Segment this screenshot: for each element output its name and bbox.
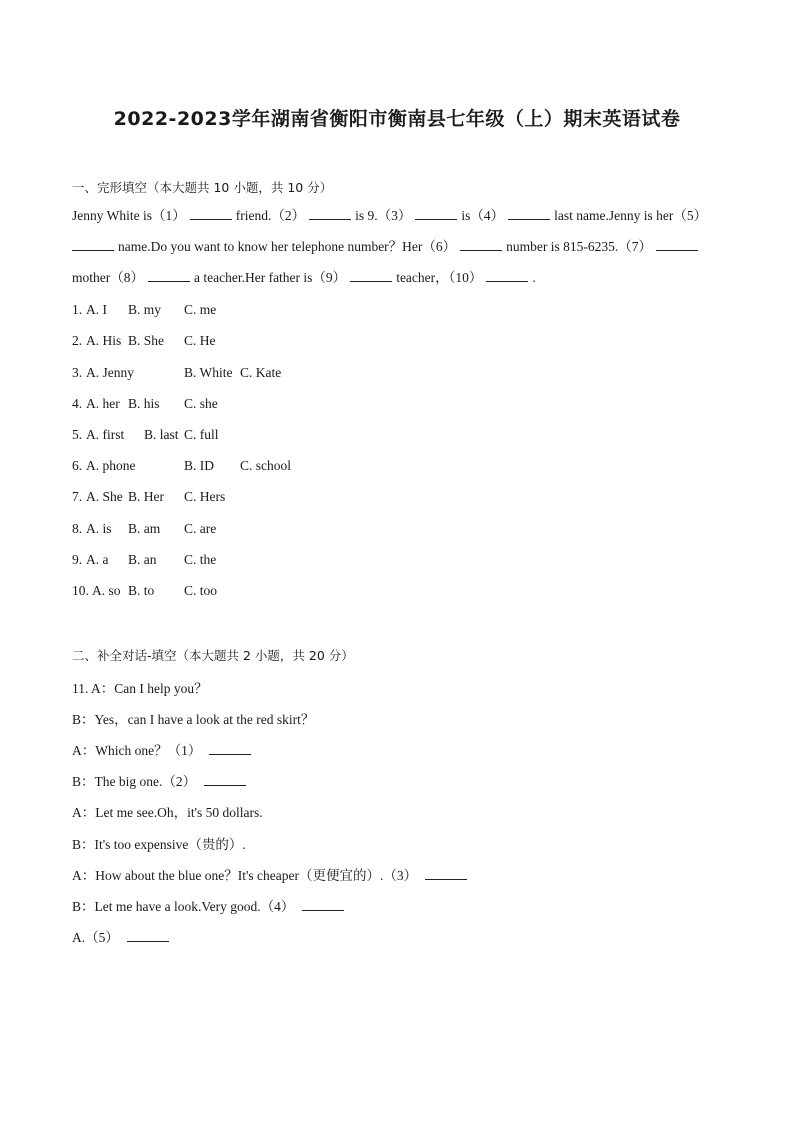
question-number: 4. bbox=[72, 396, 83, 411]
option-b[interactable]: B. his bbox=[128, 396, 160, 411]
option-c[interactable]: C. school bbox=[240, 458, 292, 473]
dialogue-line bbox=[72, 801, 263, 821]
question-number: 6. bbox=[72, 458, 83, 473]
option-c[interactable]: C. me bbox=[184, 302, 217, 317]
option-b[interactable]: B. last bbox=[144, 427, 179, 442]
answer-blank[interactable] bbox=[72, 238, 114, 251]
question-row bbox=[72, 552, 372, 572]
option-c[interactable]: C. Kate bbox=[240, 365, 282, 380]
passage-line bbox=[72, 237, 724, 268]
option-b[interactable]: B. Her bbox=[128, 489, 164, 504]
option-c[interactable]: C. she bbox=[184, 396, 218, 411]
answer-blank[interactable] bbox=[656, 238, 698, 251]
answer-blank[interactable] bbox=[309, 207, 351, 220]
answer-blank[interactable] bbox=[415, 207, 457, 220]
option-a[interactable]: A. a bbox=[86, 552, 109, 567]
option-a[interactable]: A. her bbox=[86, 396, 120, 411]
dialogue-text: B：Yes，can I have a look at the red skirt？ bbox=[72, 712, 315, 727]
question-number: 9. bbox=[72, 552, 83, 567]
question-row bbox=[72, 396, 372, 416]
section-1-heading: 一、完形填空（本大题共 10 小题，共 10 分） bbox=[72, 180, 333, 195]
option-b[interactable]: B. White bbox=[184, 365, 233, 380]
option-c[interactable]: C. too bbox=[184, 583, 218, 598]
dialogue-text: B：The big one.（2） bbox=[72, 774, 197, 789]
option-a[interactable]: A. first bbox=[86, 427, 125, 442]
option-b[interactable]: B. an bbox=[128, 552, 157, 567]
answer-blank[interactable] bbox=[209, 742, 251, 755]
option-b[interactable]: B. ID bbox=[184, 458, 214, 473]
passage-text: last name.Jenny is her（5） bbox=[554, 208, 708, 223]
question-number: 10. bbox=[72, 583, 89, 598]
passage-text: teacher，（10） bbox=[396, 270, 483, 285]
option-b[interactable]: B. She bbox=[128, 333, 165, 348]
passage-text: a teacher.Her father is（9） bbox=[194, 270, 347, 285]
question-number: 7. bbox=[72, 489, 83, 504]
dialogue-line bbox=[72, 677, 208, 697]
question-row bbox=[72, 489, 372, 509]
dialogue-text: A：Let me see.Oh，it's 50 dollars. bbox=[72, 805, 263, 820]
option-c[interactable]: C. full bbox=[184, 427, 219, 442]
option-a[interactable]: A. phone bbox=[86, 458, 136, 473]
option-a[interactable]: A. Jenny bbox=[86, 365, 134, 380]
question-number: 8. bbox=[72, 521, 83, 536]
option-a[interactable]: A. She bbox=[86, 489, 123, 504]
question-row bbox=[72, 333, 372, 353]
section-2-heading: 二、补全对话-填空（本大题共 2 小题，共 20 分） bbox=[72, 648, 354, 663]
answer-blank[interactable] bbox=[148, 269, 190, 282]
passage-text: is（4） bbox=[461, 208, 505, 223]
dialogue-text: A：How about the blue one？It's cheaper（更便宜的）.（3） bbox=[72, 868, 418, 883]
dialogue-line bbox=[72, 926, 173, 946]
page-title: 2022-2023学年湖南省衡阳市衡南县七年级（上）期末英语试卷 bbox=[113, 108, 681, 130]
option-a[interactable]: A. so bbox=[92, 583, 121, 598]
option-c[interactable]: C. the bbox=[184, 552, 217, 567]
question-row bbox=[72, 302, 372, 322]
answer-blank[interactable] bbox=[127, 929, 169, 942]
answer-blank[interactable] bbox=[302, 898, 344, 911]
question-number: 5. bbox=[72, 427, 83, 442]
answer-blank[interactable] bbox=[508, 207, 550, 220]
option-a[interactable]: A. His bbox=[86, 333, 122, 348]
passage-text: . bbox=[532, 270, 536, 285]
passage-text: is 9.（3） bbox=[355, 208, 412, 223]
dialogue-line bbox=[72, 895, 348, 915]
option-c[interactable]: C. He bbox=[184, 333, 216, 348]
passage-text: mother（8） bbox=[72, 270, 144, 285]
question-number: 3. bbox=[72, 365, 83, 380]
dialogue-text: A：Which one？（1） bbox=[72, 743, 202, 758]
passage-line bbox=[72, 268, 724, 299]
option-c[interactable]: C. are bbox=[184, 521, 217, 536]
passage-text: number is 815-6235.（7） bbox=[506, 239, 653, 254]
question-number: 1. bbox=[72, 302, 83, 317]
passage-text: friend.（2） bbox=[235, 208, 306, 223]
answer-blank[interactable] bbox=[204, 773, 246, 786]
option-c[interactable]: C. Hers bbox=[184, 489, 226, 504]
dialogue-line bbox=[72, 833, 246, 853]
passage-text: name.Do you want to know her telephone number？Her（6） bbox=[118, 239, 457, 254]
answer-blank[interactable] bbox=[486, 269, 528, 282]
option-a[interactable]: A. I bbox=[86, 302, 107, 317]
answer-blank[interactable] bbox=[190, 207, 232, 220]
option-b[interactable]: B. am bbox=[128, 521, 161, 536]
dialogue-line bbox=[72, 708, 314, 728]
answer-blank[interactable] bbox=[350, 269, 392, 282]
answer-blank[interactable] bbox=[425, 867, 467, 880]
passage-text: Jenny White is（1） bbox=[72, 208, 186, 223]
question-row bbox=[72, 521, 372, 541]
dialogue-text: A.（5） bbox=[72, 930, 119, 945]
dialogue-text: B：Let me have a look.Very good.（4） bbox=[72, 899, 295, 914]
option-a[interactable]: A. is bbox=[86, 521, 112, 536]
cloze-passage bbox=[72, 206, 724, 299]
passage-line bbox=[72, 206, 724, 237]
question-number: 2. bbox=[72, 333, 83, 348]
dialogue-text: B：It's too expensive（贵的）. bbox=[72, 837, 246, 852]
dialogue-line bbox=[72, 770, 250, 790]
question-row bbox=[72, 427, 372, 447]
dialogue-line bbox=[72, 864, 471, 884]
option-b[interactable]: B. to bbox=[128, 583, 155, 598]
question-row bbox=[72, 583, 372, 603]
question-row bbox=[72, 365, 372, 385]
dialogue-text: 11. A：Can I help you？ bbox=[72, 681, 208, 696]
question-row bbox=[72, 458, 372, 478]
dialogue-line bbox=[72, 739, 255, 759]
answer-blank[interactable] bbox=[460, 238, 502, 251]
option-b[interactable]: B. my bbox=[128, 302, 162, 317]
